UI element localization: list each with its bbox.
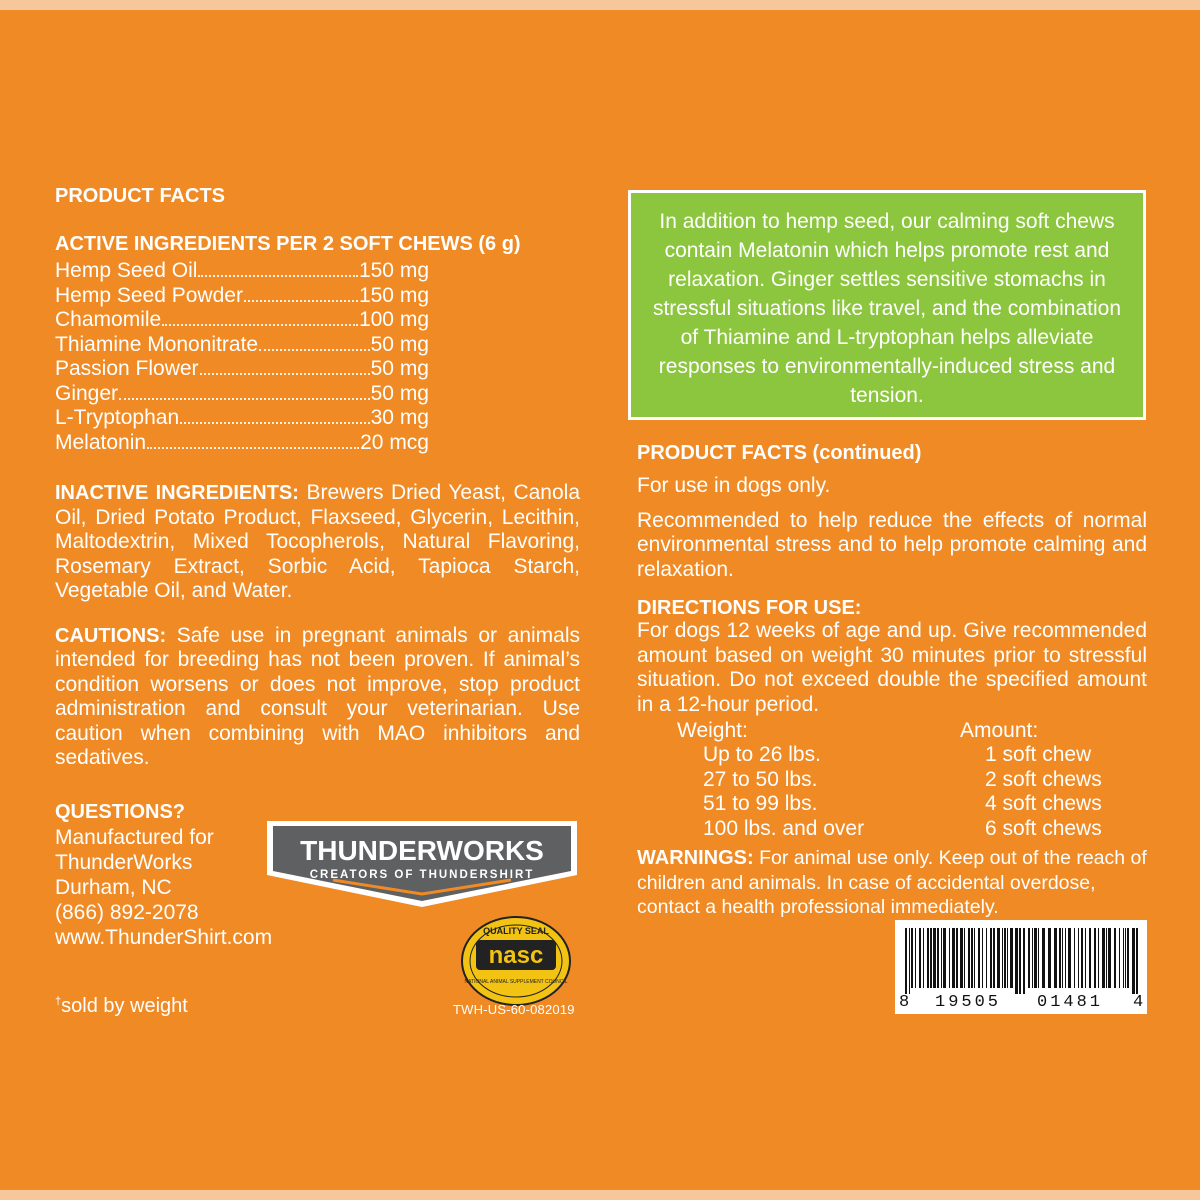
ingredient-name: Hemp Seed Oil bbox=[55, 259, 198, 282]
dosing-row bbox=[637, 743, 1147, 768]
dosing-weight: Up to 26 lbs. bbox=[703, 743, 821, 766]
barcode-digits-right: 01481 bbox=[1037, 993, 1104, 1012]
questions-title: QUESTIONS? bbox=[55, 800, 186, 823]
ingredient-row bbox=[55, 406, 429, 431]
dosing-amount: 2 soft chews bbox=[985, 767, 1102, 791]
logo-tagline: CREATORS OF THUNDERSHIRT bbox=[309, 869, 535, 881]
active-ingredients-list bbox=[55, 259, 580, 455]
directions-title: DIRECTIONS FOR USE: bbox=[637, 597, 862, 619]
barcode-bar bbox=[1065, 928, 1066, 988]
contact-phone: (866) 892-2078 bbox=[55, 900, 199, 924]
barcode-bar bbox=[1125, 928, 1126, 988]
dosing-table bbox=[637, 719, 1147, 743]
cautions bbox=[55, 624, 580, 771]
barcode-bar bbox=[919, 928, 921, 988]
dosing-amount: 4 soft chews bbox=[985, 792, 1102, 815]
barcode-bar bbox=[1102, 928, 1105, 988]
seal-top-text: QUALITY SEAL bbox=[483, 926, 549, 936]
barcode-bar bbox=[1042, 928, 1045, 988]
dosing-row bbox=[637, 817, 1147, 842]
right-column bbox=[637, 440, 1147, 920]
ingredient-row bbox=[55, 382, 429, 407]
barcode-bar bbox=[1028, 928, 1030, 988]
barcode-bar bbox=[1123, 928, 1124, 988]
ingredient-row bbox=[55, 357, 429, 382]
dosing-rows bbox=[637, 743, 1147, 841]
barcode-bar bbox=[1074, 928, 1075, 988]
barcode-bar bbox=[956, 928, 958, 988]
warnings bbox=[637, 846, 1147, 920]
barcode-bar bbox=[1048, 928, 1051, 988]
logo-brand: THUNDERWORKS bbox=[300, 835, 544, 866]
amount-header: Amount: bbox=[960, 719, 1039, 742]
inactive-ingredients-label: INACTIVE INGREDIENTS: bbox=[55, 482, 299, 504]
dosing-weight: 100 lbs. and over bbox=[703, 816, 865, 840]
warnings-text: For animal use only. Keep out of the reach of children and animals. In case of accidental overdose, contact a health professional immediately. bbox=[637, 847, 1147, 918]
contact-line: Manufactured for bbox=[55, 825, 214, 849]
callout-text: In addition to hemp seed, our calming soft chews contain Melatonin which helps promote rest and relaxation. Ginger settles sensitive stomachs in stressful situations like travel, and the combination of Thiamine and L-tryptophan helps alleviate responses to environmentally-induced stress and tension. bbox=[652, 210, 1122, 407]
leader-dots bbox=[147, 447, 359, 449]
leader-dots bbox=[162, 324, 358, 326]
ingredient-row bbox=[55, 431, 429, 456]
barcode-bar bbox=[971, 928, 973, 988]
barcode-bar bbox=[968, 928, 970, 988]
ingredient-amount: 50 mg bbox=[370, 381, 429, 405]
calming-callout-box bbox=[628, 190, 1146, 420]
contact-line: Durham, NC bbox=[55, 875, 172, 899]
footnote-mark: † bbox=[55, 994, 62, 1007]
barcode-bar bbox=[949, 928, 950, 988]
barcode-bar bbox=[923, 928, 924, 988]
ingredient-name: Passion Flower bbox=[55, 357, 199, 380]
dogs-only-text: For use in dogs only. bbox=[637, 474, 831, 497]
barcode-bar bbox=[1127, 928, 1129, 988]
barcode-bar bbox=[933, 928, 936, 988]
ingredient-row bbox=[55, 308, 429, 333]
directions-text: For dogs 12 weeks of age and up. Give recommended amount based on weight 30 minutes prior to stressful situation. Do not exceed double the specified amount in a 12-hour period. bbox=[637, 619, 1147, 716]
barcode-bar bbox=[960, 928, 963, 988]
barcode-bar bbox=[930, 928, 932, 988]
barcode-bar bbox=[943, 928, 946, 988]
leader-dots bbox=[180, 422, 370, 424]
barcode-bar bbox=[1108, 928, 1111, 988]
dosing-weight: 51 to 99 lbs. bbox=[703, 792, 818, 815]
dosing-weight: 27 to 50 lbs. bbox=[703, 767, 818, 791]
ingredient-amount: 50 mg bbox=[370, 332, 429, 356]
barcode-bar bbox=[1007, 928, 1008, 988]
barcode-bar bbox=[1019, 928, 1021, 994]
barcode-bar bbox=[986, 928, 987, 988]
barcode-bar bbox=[905, 928, 907, 994]
dosing-row bbox=[637, 768, 1147, 793]
barcode-digits bbox=[895, 993, 1147, 1013]
barcode-bar bbox=[1038, 928, 1039, 988]
barcode-digit-first: 8 bbox=[899, 993, 910, 1012]
barcode-bar bbox=[1114, 928, 1116, 988]
barcode-bar bbox=[1004, 928, 1006, 988]
leader-dots bbox=[259, 349, 370, 351]
footnote-text: sold by weight bbox=[61, 994, 188, 1017]
ingredient-amount: 50 mg bbox=[370, 357, 429, 380]
ingredient-name: Melatonin bbox=[55, 430, 147, 454]
seal-mark: nasc bbox=[488, 942, 544, 969]
barcode-bar bbox=[982, 928, 983, 988]
ingredient-amount: 150 mg bbox=[358, 259, 429, 282]
ingredient-amount: 100 mg bbox=[358, 308, 429, 331]
ingredient-row bbox=[55, 284, 429, 309]
logo-badge bbox=[263, 817, 581, 911]
contact-line: ThunderWorks bbox=[55, 850, 193, 874]
barcode-bar bbox=[952, 928, 955, 988]
barcode-bar bbox=[915, 928, 916, 988]
barcode-bar bbox=[909, 928, 910, 994]
leader-dots bbox=[200, 373, 370, 375]
barcode-bar bbox=[978, 928, 980, 988]
barcode-bar bbox=[1098, 928, 1099, 988]
thunderworks-logo bbox=[263, 817, 581, 911]
barcode-bar bbox=[974, 928, 975, 988]
barcode-bar bbox=[911, 928, 913, 988]
product-facts-continued-title: PRODUCT FACTS (continued) bbox=[637, 442, 922, 464]
barcode-bar bbox=[1068, 928, 1071, 988]
leader-dots bbox=[198, 275, 358, 277]
barcode-bar bbox=[1015, 928, 1018, 994]
barcode-bar bbox=[1081, 928, 1083, 988]
barcode-bar bbox=[964, 928, 965, 988]
upc-barcode bbox=[895, 920, 1147, 1014]
seal-bottom-text: NATIONAL ANIMAL SUPPLEMENT COUNCIL bbox=[464, 979, 568, 985]
ingredient-row bbox=[55, 333, 429, 358]
barcode-bar bbox=[1032, 928, 1033, 988]
contact-website: www.ThunderShirt.com bbox=[55, 925, 273, 949]
barcode-bar bbox=[927, 928, 929, 988]
dosing-amount: 1 soft chew bbox=[985, 743, 1092, 766]
barcode-bar bbox=[1002, 928, 1003, 988]
inactive-ingredients-text: Brewers Dried Yeast, Canola Oil, Dried Potato Product, Flaxseed, Glycerin, Lecithin, Maltodextrin, Mixed Tocopherols, Natural Flavoring, Rosemary Extract, Sorbic Acid, Tapioca Starch, Vegetable Oil, and Water. bbox=[55, 481, 580, 602]
ingredient-name: Hemp Seed Powder bbox=[55, 283, 243, 307]
cautions-text: Safe use in pregnant animals or animals intended for breeding has not been proven. If animal’s condition worsens or does not improve, stop product administration and consult your veterinarian. Use caution when combining with MAO inhibitors and sedatives. bbox=[55, 623, 580, 769]
barcode-bar bbox=[1034, 928, 1037, 988]
barcode-digit-last: 4 bbox=[1133, 993, 1144, 1012]
weight-header: Weight: bbox=[677, 719, 748, 742]
barcode-bar bbox=[1132, 928, 1135, 994]
ingredient-name: Ginger bbox=[55, 381, 119, 405]
barcode-bar bbox=[997, 928, 1000, 988]
barcode-bar bbox=[1010, 928, 1013, 988]
barcode-bar bbox=[1059, 928, 1061, 988]
product-facts-title: PRODUCT FACTS bbox=[55, 185, 225, 207]
barcode-bar bbox=[990, 928, 992, 988]
barcode-bar bbox=[1106, 928, 1107, 988]
barcode-bar bbox=[1094, 928, 1096, 988]
barcode-bars bbox=[895, 920, 1147, 994]
recommended-text: Recommended to help reduce the effects of normal environmental stress and to help promote calming and relaxation. bbox=[637, 508, 1147, 581]
barcode-bar bbox=[1054, 928, 1057, 988]
dosing-amount: 6 soft chews bbox=[985, 816, 1102, 840]
seal-icon bbox=[458, 913, 574, 1009]
barcode-bar bbox=[1089, 928, 1091, 988]
dosing-row bbox=[637, 792, 1147, 817]
active-ingredients-title: ACTIVE INGREDIENTS PER 2 SOFT CHEWS (6 g) bbox=[55, 233, 521, 255]
nasc-quality-seal bbox=[458, 913, 574, 1009]
barcode-bar bbox=[1119, 928, 1120, 988]
ingredient-row bbox=[55, 259, 429, 284]
barcode-digits-left: 19505 bbox=[935, 993, 1002, 1012]
warnings-label: WARNINGS: bbox=[637, 847, 754, 869]
ingredient-name: Thiamine Mononitrate bbox=[55, 332, 259, 356]
barcode-bar bbox=[937, 928, 939, 988]
leader-dots bbox=[244, 300, 358, 302]
ingredient-name: L-Tryptophan bbox=[55, 406, 180, 429]
barcode-bar bbox=[1023, 928, 1025, 994]
barcode-bar bbox=[1078, 928, 1079, 988]
ingredient-amount: 150 mg bbox=[358, 283, 429, 307]
cautions-label: CAUTIONS: bbox=[55, 624, 167, 647]
leader-dots bbox=[119, 398, 370, 400]
ingredient-name: Chamomile bbox=[55, 308, 162, 331]
ingredient-amount: 20 mcg bbox=[360, 430, 429, 454]
barcode-bar bbox=[1085, 928, 1086, 988]
barcode-bar bbox=[1136, 928, 1138, 994]
lot-code: TWH-US-60-082019 bbox=[453, 1002, 575, 1017]
ingredient-amount: 30 mg bbox=[370, 406, 429, 429]
barcode-bar bbox=[1062, 928, 1063, 988]
barcode-bar bbox=[993, 928, 995, 988]
inactive-ingredients bbox=[55, 481, 580, 604]
barcode-bar bbox=[941, 928, 942, 988]
